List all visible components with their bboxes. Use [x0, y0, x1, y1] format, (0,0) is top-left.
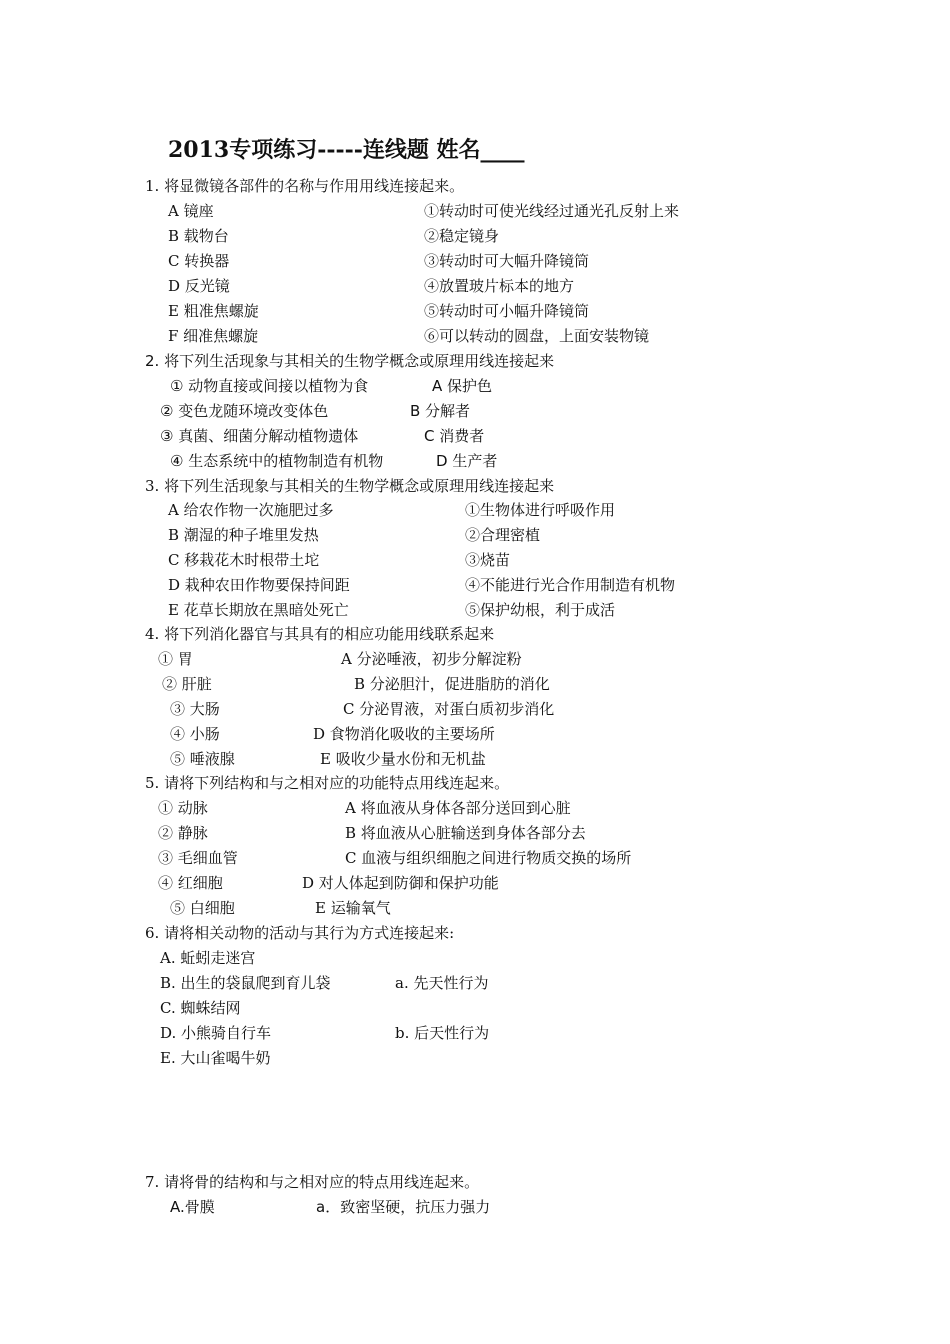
q1-right-item: ②稳定镜身 [424, 227, 500, 245]
q3-right-item: ⑤保护幼根，利于成活 [465, 601, 616, 619]
q7-heading: 7. 请将骨的结构和与之相对应的特点用线连起来。 [145, 1173, 480, 1191]
q3-left-item: D 栽种农田作物要保持间距 [168, 576, 350, 594]
q3-right-item: ①生物体进行呼吸作用 [465, 501, 616, 519]
q1-left-item: F 细准焦螺旋 [168, 327, 259, 345]
q4-left-item: ⑤ 唾液腺 [170, 750, 235, 768]
q4-right-item: D 食物消化吸收的主要场所 [313, 725, 495, 743]
q5-left-item: ③ 毛细血管 [158, 849, 238, 867]
q6-left-item: E. 大山雀喝牛奶 [160, 1049, 271, 1067]
q2-heading: 2. 将下列生活现象与其相关的生物学概念或原理用线连接起来 [145, 352, 555, 370]
q1-heading: 1. 将显微镜各部件的名称与作用用线连接起来。 [145, 177, 465, 195]
q5-left-item: ② 静脉 [158, 824, 208, 842]
q2-left-item: ② 变色龙随环境改变体色 [160, 402, 329, 420]
q6-left-item: B. 出生的袋鼠爬到育儿袋 [160, 974, 331, 992]
q4-right-item: A 分泌唾液，初步分解淀粉 [341, 650, 522, 668]
q4-right-item: C 分泌胃液，对蛋白质初步消化 [343, 700, 555, 718]
q6-heading: 6. 请将相关动物的活动与其行为方式连接起来: [145, 924, 455, 942]
q1-right-item: ⑤转动时可小幅升降镜筒 [424, 302, 590, 320]
q1-left-item: E 粗准焦螺旋 [168, 302, 259, 320]
q2-right-item: B 分解者 [410, 402, 471, 420]
q4-left-item: ② 肝脏 [162, 675, 212, 693]
q6-right-item: a. 先天性行为 [395, 974, 489, 992]
page-title: 2013专项练习-----连线题 姓名____ [168, 137, 525, 163]
q3-left-item: E 花草长期放在黑暗处死亡 [168, 601, 349, 619]
q3-right-item: ②合理密植 [465, 526, 541, 544]
q1-right-item: ④放置玻片标本的地方 [424, 277, 575, 295]
q5-right-item: A 将血液从身体各部分送回到心脏 [345, 799, 571, 817]
q2-right-item: A 保护色 [432, 377, 493, 395]
q6-left-item: C. 蜘蛛结网 [160, 999, 241, 1017]
q5-right-item: E 运输氧气 [315, 899, 391, 917]
q1-left-item: D 反光镜 [168, 277, 230, 295]
q2-right-item: D 生产者 [436, 452, 498, 470]
q5-right-item: B 将血液从心脏输送到身体各部分去 [345, 824, 586, 842]
q3-right-item: ④不能进行光合作用制造有机物 [465, 576, 676, 594]
q1-left-item: A 镜座 [168, 202, 214, 220]
q6-left-item: D. 小熊骑自行车 [160, 1024, 272, 1042]
q4-heading: 4. 将下列消化器官与其具有的相应功能用线联系起来 [145, 625, 495, 643]
q1-right-item: ⑥可以转动的圆盘，上面安装物镜 [424, 327, 650, 345]
q4-right-item: E 吸收少量水份和无机盐 [320, 750, 486, 768]
q2-left-item: ① 动物直接或间接以植物为食 [170, 377, 369, 395]
q6-right-item: b. 后天性行为 [395, 1024, 490, 1042]
q2-left-item: ③ 真菌、细菌分解动植物遗体 [160, 427, 359, 445]
q5-left-item: ⑤ 白细胞 [170, 899, 235, 917]
q3-left-item: A 给农作物一次施肥过多 [168, 501, 334, 519]
q5-right-item: D 对人体起到防御和保护功能 [302, 874, 499, 892]
q1-left-item: B 载物台 [168, 227, 229, 245]
q3-right-item: ③烧苗 [465, 551, 511, 569]
q1-left-item: C 转换器 [168, 252, 230, 270]
q5-left-item: ④ 红细胞 [158, 874, 223, 892]
q1-right-item: ③转动时可大幅升降镜筒 [424, 252, 590, 270]
q2-right-item: C 消费者 [424, 427, 485, 445]
q5-right-item: C 血液与组织细胞之间进行物质交换的场所 [345, 849, 632, 867]
q7-right-item: a．致密坚硬，抗压力强力 [316, 1198, 491, 1216]
q2-left-item: ④ 生态系统中的植物制造有机物 [170, 452, 384, 470]
q4-right-item: B 分泌胆汁，促进脂肪的消化 [354, 675, 550, 693]
q5-heading: 5. 请将下列结构和与之相对应的功能特点用线连起来。 [145, 774, 510, 792]
q3-left-item: C 移栽花木时根带土坨 [168, 551, 320, 569]
q4-left-item: ④ 小肠 [170, 725, 220, 743]
q4-left-item: ③ 大肠 [170, 700, 220, 718]
q7-left-item: A.骨膜 [170, 1198, 215, 1216]
q3-heading: 3. 将下列生活现象与其相关的生物学概念或原理用线连接起来 [145, 477, 555, 495]
q4-left-item: ① 胃 [158, 650, 193, 668]
q1-right-item: ①转动时可使光线经过通光孔反射上来 [424, 202, 680, 220]
q3-left-item: B 潮湿的种子堆里发热 [168, 526, 319, 544]
q6-left-item: A. 蚯蚓走迷宫 [160, 949, 256, 967]
q5-left-item: ① 动脉 [158, 799, 208, 817]
